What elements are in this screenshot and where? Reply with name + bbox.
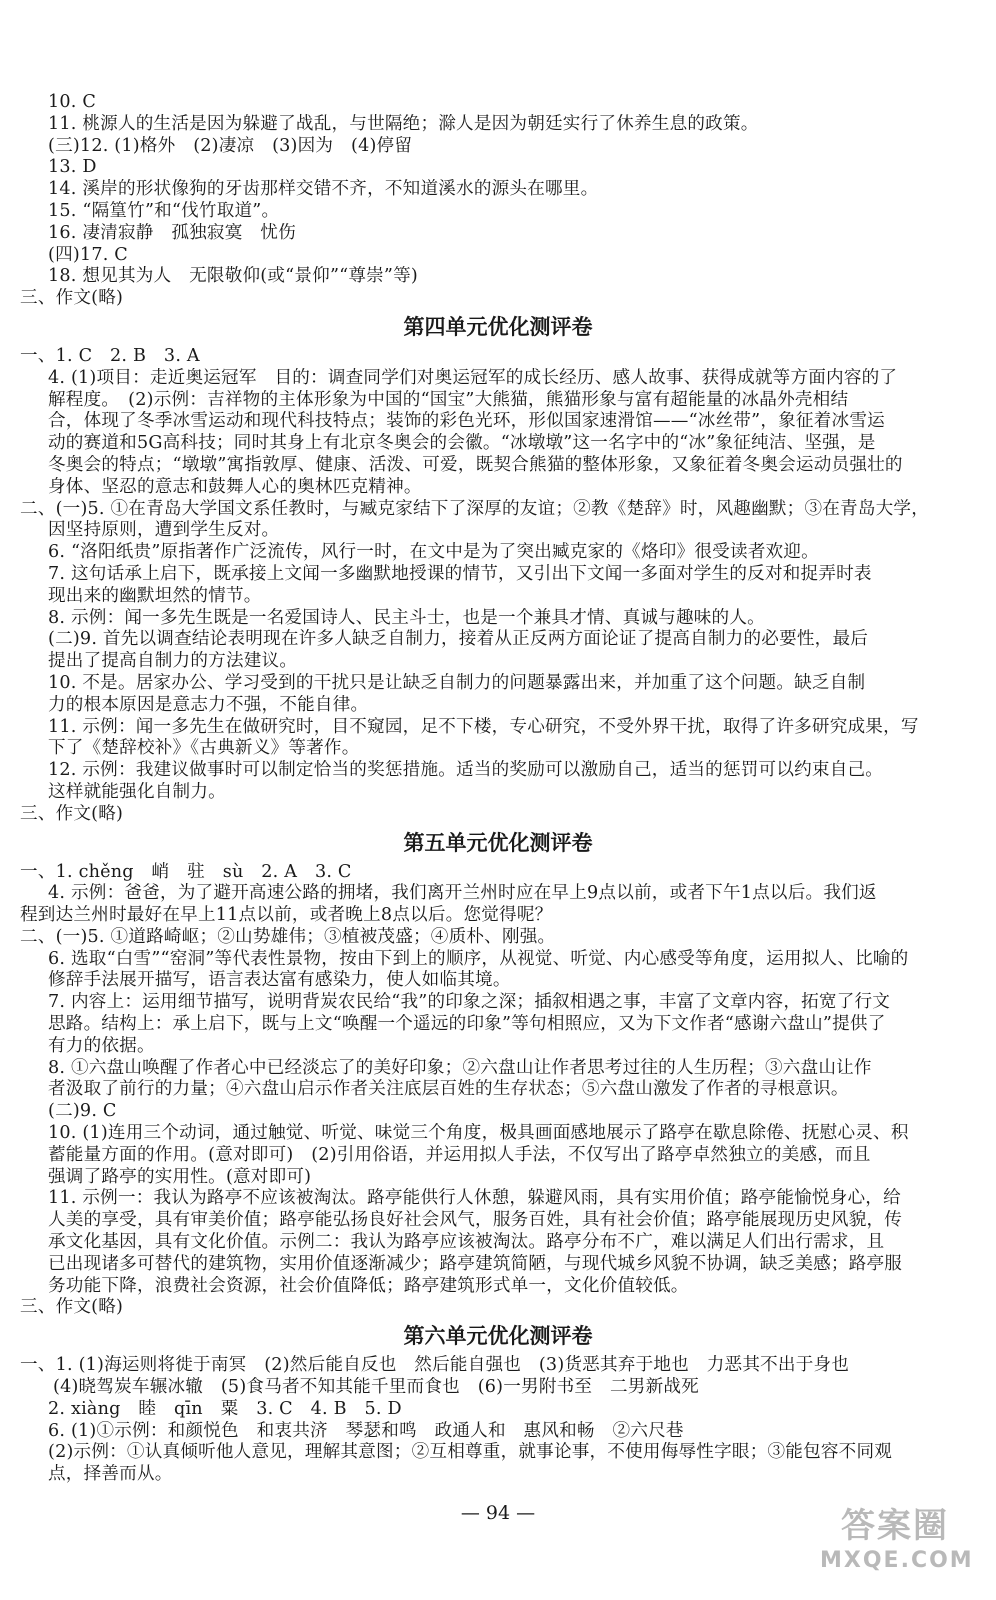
- answer-line: (二)9. C: [48, 1101, 117, 1122]
- watermark-logo: [820, 1504, 974, 1582]
- answer-line: 思路。结构上：承上启下，既与上文“唤醒一个遥远的印象”等句相照应，又为下文作者“感谢六盘山”提供了: [48, 1014, 886, 1035]
- section-heading: 第六单元优化测评卷: [403, 1324, 593, 1349]
- answer-line: 修辞手法展开描写，语言表达富有感染力，使人如临其境。: [48, 970, 511, 991]
- answer-line: 因坚持原则，遭到学生反对。: [48, 520, 280, 541]
- answer-line: 13. D: [48, 157, 97, 178]
- answer-line: 8. 示例：闻一多先生既是一名爱国诗人、民主斗士，也是一个兼具才情、真诚与趣味的人。: [48, 607, 765, 628]
- answer-line: 二、(一)5. ①在青岛大学国文系任教时，与臧克家结下了深厚的友谊；②教《楚辞》时，风趣幽默；③在青岛大学，: [20, 498, 930, 519]
- answer-line: 2. xiàng 睦 qīn 粟 3. C 4. B 5. D: [48, 1398, 402, 1419]
- answer-line: 一、1. (1)海运则将徙于南冥 (2)然后能自反也 然后能自强也 (3)货恶其弃于地也 力恶其不出于身也: [20, 1355, 850, 1376]
- answer-line: 已出现诸多可替代的建筑物，实用价值逐渐减少；路亭建筑简陋，与现代城乡风貌不协调，缺乏美感；路亭服: [48, 1253, 903, 1274]
- answer-line: 力的根本原因是意志力不强，不能自律。: [48, 694, 369, 715]
- answer-line: 6. “洛阳纸贵”原指著作广泛流传，风行一时，在文中是为了突出臧克家的《烙印》很受读者欢迎。: [48, 542, 819, 563]
- answer-line: 11. 示例：闻一多先生在做研究时，目不窥园，足不下楼，专心研究，不受外界干扰，取得了许多研究成果，写: [48, 716, 919, 737]
- answer-line: 有力的依据。: [48, 1035, 155, 1056]
- answer-line: 10. (1)连用三个动词，通过触觉、听觉、味觉三个角度，极具画面感地展示了路亭在歇息除倦、抚慰心灵、积: [48, 1123, 909, 1144]
- answer-page: [20, 92, 976, 1486]
- answer-line: 12. 示例：我建议做事时可以制定恰当的奖惩措施。适当的奖励可以激励自己，适当的惩罚可以约束自己。: [48, 760, 884, 781]
- answer-line: 解程度。 (2)示例：吉祥物的主体形象为中国的“国宝”大熊猫，熊猫形象与富有超能量的冰晶外壳相结: [48, 389, 849, 410]
- answer-line: 一、1. C 2. B 3. A: [20, 345, 200, 366]
- answer-line: 7. 内容上：运用细节描写，说明背炭农民给“我”的印象之深；插叙相遇之事，丰富了文章内容，拓宽了行文: [48, 992, 891, 1013]
- answer-line: 三、作文(略): [20, 1297, 124, 1318]
- answer-line: 4. 示例：爸爸，为了避开高速公路的拥堵，我们离开兰州时应在早上9点以前，或者下午1点以后。我们返: [48, 883, 877, 904]
- answer-line: 人美的享受，具有审美价值；路亭能弘扬良好社会风气，服务百姓，具有社会价值；路亭能展现历史风貌，传: [48, 1210, 903, 1231]
- answer-line: 一、1. chěng 峭 驻 sù 2. A 3. C: [20, 861, 352, 882]
- answer-line: 这样就能强化自制力。: [48, 781, 226, 802]
- answer-line: (四)17. C: [48, 244, 128, 265]
- watermark-bottom: MXQE.COM: [820, 1548, 974, 1573]
- answer-line: 动的赛道和5G高科技；同时其身上有北京冬奥会的会徽。“冰墩墩”这一名字中的“冰”象征纯洁、坚强，是: [48, 433, 876, 454]
- answer-line: 务功能下降，浪费社会资源，社会价值降低；路亭建筑形式单一，文化价值较低。: [48, 1275, 689, 1296]
- answer-line: 三、作文(略): [20, 288, 124, 309]
- answer-line: 承文化基因，具有文化价值。示例二：我认为路亭应该被淘汰。路亭分布不广，难以满足人们出行需求，且: [48, 1232, 885, 1253]
- answer-line: 6. (1)①示例：和颜悦色 和衷共济 琴瑟和鸣 政通人和 惠风和畅 ②六尺巷: [48, 1420, 684, 1441]
- answer-line: (三)12. (1)格外 (2)凄凉 (3)因为 (4)停留: [48, 135, 413, 156]
- answer-line: 10. 不是。居家办公、学习受到的干扰只是让缺乏自制力的问题暴露出来，并加重了这个问题。缺乏自制: [48, 672, 866, 693]
- answer-line: 10. C: [48, 92, 97, 112]
- answer-line: (2)示例：①认真倾听他人意见，理解其意图；②互相尊重，就事论事，不使用侮辱性字眼；③能包容不同观: [48, 1442, 893, 1463]
- answer-line: 身体、坚忍的意志和鼓舞人心的奥林匹克精神。: [48, 476, 422, 497]
- answer-line: 合，体现了冬季冰雪运动和现代科技特点；装饰的彩色光环，形似国家速滑馆——“冰丝带”，象征着冰雪运: [48, 411, 885, 432]
- answer-line: 提出了提高自制力的方法建议。: [48, 651, 298, 672]
- answer-line: 强调了路亭的实用性。(意对即可): [48, 1166, 312, 1187]
- answer-line: 现出来的幽默坦然的情节。: [48, 585, 262, 606]
- answer-line: 蓄能量方面的作用。(意对即可) (2)引用俗语，并运用拟人手法，不仅写出了路亭卓然独立的美感，而且: [48, 1144, 871, 1165]
- answer-line: 8. ①六盘山唤醒了作者心中已经淡忘了的美好印象；②六盘山让作者思考过往的人生历程；③六盘山让作: [48, 1057, 872, 1078]
- answer-line: 18. 想见其为人 无限敬仰(或“景仰”“尊崇”等): [48, 266, 418, 287]
- answer-line: 7. 这句话承上启下，既承接上文闻一多幽默地授课的情节，又引出下文闻一多面对学生的反对和捉弄时表: [48, 563, 872, 584]
- answer-line: 程到达兰州时最好在早上11点以前，或者晚上8点以后。您觉得呢？: [20, 905, 553, 926]
- answer-line: 11. 示例一：我认为路亭不应该被淘汰。路亭能供行人休憩，躲避风雨，具有实用价值；路亭能愉悦身心，给: [48, 1188, 901, 1209]
- watermark-top: 答案圈: [841, 1506, 949, 1546]
- section-heading: 第五单元优化测评卷: [403, 830, 593, 855]
- answer-line: (二)9. 首先以调查结论表明现在许多人缺乏自制力，接着从正反两方面论证了提高自制力的必要性，最后: [48, 629, 869, 650]
- answer-line: 点，择善而从。: [48, 1464, 173, 1485]
- answer-line: 15. “隔篁竹”和“伐竹取道”。: [48, 200, 280, 221]
- answer-line: 者汲取了前行的力量；④六盘山启示作者关注底层百姓的生存状态；⑤六盘山激发了作者的寻根意识。: [48, 1079, 849, 1100]
- answer-line: 6. 选取“白雪”“窑洞”等代表性景物，按由下到上的顺序，从视觉、听觉、内心感受等角度，运用拟人、比喻的: [48, 948, 909, 969]
- answer-line: 16. 凄清寂静 孤独寂寞 忧伤: [48, 222, 296, 243]
- section-heading: 第四单元优化测评卷: [403, 314, 593, 339]
- answer-line: 二、(一)5. ①道路崎岖；②山势雄伟；③植被茂盛；④质朴、刚强。: [20, 926, 556, 947]
- answer-line: 冬奥会的特点；“墩墩”寓指敦厚、健康、活泼、可爱，既契合熊猫的整体形象，又象征着冬奥会运动员强壮的: [48, 454, 903, 475]
- answer-line: (4)晓驾炭车辗冰辙 (5)食马者不知其能千里而食也 (6)一男附书至 二男新战死: [53, 1377, 699, 1398]
- answer-line: 三、作文(略): [20, 803, 124, 824]
- answer-line: 4. (1)项目：走近奥运冠军 目的：调查同学们对奥运冠军的成长经历、感人故事、获得成就等方面内容的了: [48, 367, 898, 388]
- answer-line: 14. 溪岸的形状像狗的牙齿那样交错不齐，不知道溪水的源头在哪里。: [48, 179, 599, 200]
- answer-line: 11. 桃源人的生活是因为躲避了战乱，与世隔绝；滁人是因为朝廷实行了休养生息的政策。: [48, 113, 759, 134]
- page-number: — 94 —: [460, 1502, 536, 1524]
- answer-line: 下了《楚辞校补》《古典新义》等著作。: [48, 738, 360, 759]
